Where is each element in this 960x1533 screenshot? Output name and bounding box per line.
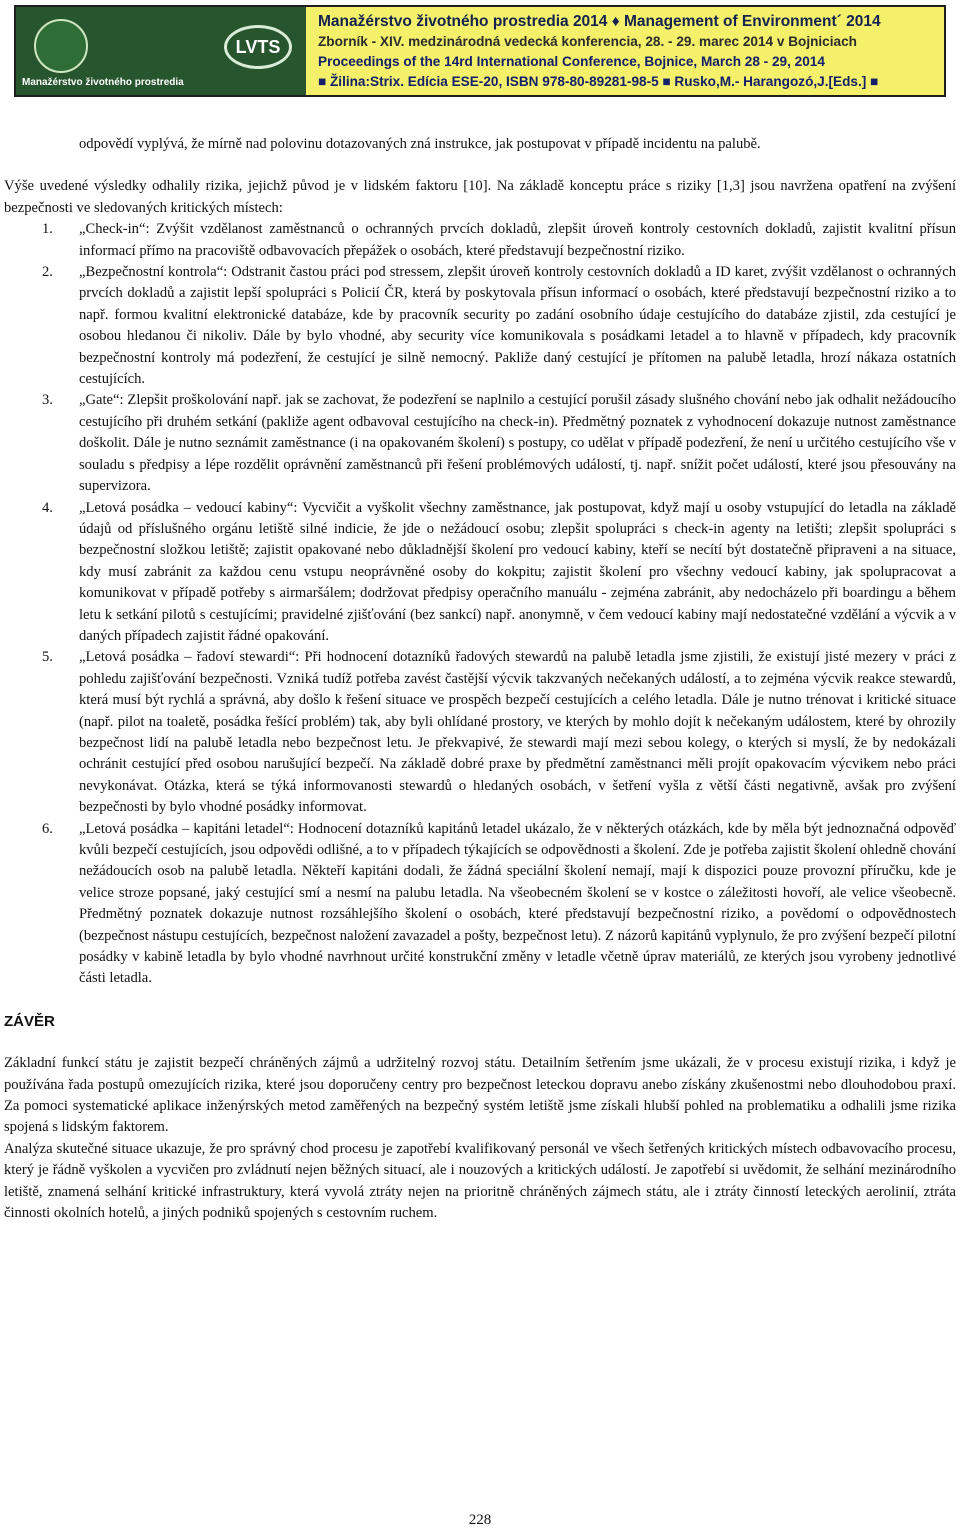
list-item-number: 2. bbox=[42, 264, 53, 281]
measures-list bbox=[4, 219, 956, 990]
list-item-text: „Gate“: Zlepšit proškolování např. jak se zachovat, že podezření se naplnilo a cestující porušil zásady slušného chování nebo jak odhalit nežádoucího cestujícího při druhém setkání (pakliže agent odbavoval cestujícího na check-in). Předmětný poznatek z vyhodnocení dokazuje nutnost zaměstnance doškolit. Dále je nutno seznámit zaměstnance (i na opakovaném školení) s postupy, co udělat v případě podezření, že není u určitého cestujícího vše v souladu s předpisy a lépe rozdělit oprávnění zaměstnanců při řešení problémových událostí, tj. např. snížit počet událostí, které jsou přesouvány na supervizora. bbox=[79, 392, 956, 495]
list-item-text: „Bezpečnostní kontrola“: Odstranit častou práci pod stressem, zlepšit úroveň kontroly cestovních dokladů a ID karet, zvýšit vzdělanost o ochranných prvcích dokladů a zajistit lepší spolupráci s Policií ČR, která by poskytovala přísun informací o osobách, které představují bezpečnostní riziko a to např. formou kvalitní elektronické databáze, kde by pracovník security po zadání osobního údaje cestujícího do databáze zjistil, zda cestující je osobou hledanou či nikoliv. Dále by bylo vhodné, aby security více komunikovala s posádkami letadel a to hlavně v případech, kdy pracovník bezpečnostní kontroly má podezření, že cestující je silně nemocný. Pakliže daný cestující je přítomen na palubě letadla, hrozí nákaza ostatních cestujících. bbox=[79, 264, 956, 388]
list-item-number: 6. bbox=[42, 820, 53, 837]
page-content bbox=[4, 134, 956, 1225]
continuation-paragraph: odpovědí vyplývá, že mírně nad polovinu dotazovaných zná instrukce, jak postupovat v případě incidentu na palubě. bbox=[79, 136, 761, 152]
list-item bbox=[4, 390, 956, 497]
publisher-logo-text: Manažérstvo životného prostredia bbox=[22, 77, 184, 88]
list-item bbox=[4, 819, 956, 990]
list-item bbox=[4, 498, 956, 648]
list-item bbox=[4, 262, 956, 390]
list-item-text: „Check-in“: Zvýšit vzdělanost zaměstnanců o ochranných prvcích dokladů, zlepšit úroveň kontroly cestovních dokladů, zajistit kvalitní přísun informací přímo na pracoviště odbavovacích přepážek o osobách, které představují bezpečnostní riziko. bbox=[79, 221, 956, 259]
banner-line-2: Zborník - XIV. medzinárodná vedecká konferencia, 28. - 29. marec 2014 v Bojniciach bbox=[318, 34, 857, 49]
list-item-text: „Letová posádka – vedoucí kabiny“: Vycvičit a vyškolit všechny zaměstnance, jak postupovat, když mají u osoby vstupující do letadla na základě údajů od příslušného orgánu letiště silné indicie, že jde o nežádoucí osobu; zlepšit spolupráci s check-in agenty na letišti; zlepšit spolupráci s bezpečnostní složkou letiště; zajistit opakované nebo důkladnější školení pro vedoucí kabiny, kteří se necítí být dostatečně připraveni a na situace, kdy musí zabránit za každou cenu vstupu neoprávněné osoby do kokpitu; zajistit školení pro všechny vedoucí kabiny, jak spolupracovat a komunikovat v případě potřeby s airmaršálem; dodržovat předpisy operačního manuálu - zejména zabránit, aby nedocházelo při boardingu a během letu k setkání pilotů s cestujícími; pravidelné zjišťování (bez sankcí) např. anonymně, v čem vedoucí kabiny mají nedostatečné vzdělání a výcvik a v daných případech zajistit řádné opakování. bbox=[79, 499, 956, 644]
page-number: 228 bbox=[468, 1512, 492, 1528]
banner-title: Manažérstvo životného prostredia 2014 ♦ Management of Environment´ 2014 bbox=[318, 13, 881, 30]
list-item bbox=[4, 647, 956, 818]
intro-paragraph: Výše uvedené výsledky odhalily rizika, jejichž původ je v lidském faktoru [10]. Na základě konceptu práce s riziky [1,3] jsou navržena opatření na zvýšení bezpečnosti ve sledovaných kritických místech: bbox=[4, 178, 956, 216]
banner-line-4: ■ Žilina:Strix. Edícia ESE-20, ISBN 978-80-89281-98-5 ■ Rusko,M.- Harangozó,J.[Eds.] ■ bbox=[318, 74, 879, 89]
section-heading: ZÁVĚR bbox=[4, 1012, 55, 1030]
banner-text bbox=[306, 7, 944, 95]
conclusion-paragraph: Základní funkcí státu je zajistit bezpečí chráněných zájmů a udržitelný rozvoj státu. Detailním šetřením jsme ukázali, že v procesu existují rizika, i když je používána řada postupů omezujících rizika, které jsou doporučeny centry pro bezpečnost leteckou dopravu anebo získány zkušenostmi nebo dlouhodobou praxí. Za pomoci systematické aplikace inženýrských metod zaměřených na bezpečný systém letiště jsme získali hlubší pohled na problematiku a odhalili jsme rizika spojená s lidským faktorem. bbox=[4, 1055, 956, 1136]
list-item bbox=[4, 219, 956, 262]
lvts-logo-icon: LVTS bbox=[224, 25, 292, 69]
leaf-logo-icon bbox=[34, 19, 88, 73]
list-item-number: 5. bbox=[42, 649, 53, 666]
logo-panel bbox=[16, 7, 306, 95]
conference-banner bbox=[14, 5, 946, 97]
list-item-text: „Letová posádka – řadoví stewardi“: Při hodnocení dotazníků řadových stewardů na palubě letadla jsme zjistili, že existují jisté mezery v práci z pohledu zajišťování bezpečnosti. Vzniká tudíž potřeba zavést častější výcvik takzvaných nečekaných událostí, a to zejména výcvik reakce stewardů, která musí být rychlá a správná, aby došlo k řešení situace ve prospěch bezpečí cestujících a celého letadla. Dále je nutno trénovat i kritické situace (např. pilot na toaletě, posádka řešící problém) tak, aby byli ohlídané prostory, ve kterých by mohlo dojít k nečekaným událostem, které by ohrozily bezpečnost lidí na palubě letadla nebo bezpečnost letu. Je překvapivé, že stewardi mají mezi sebou kolegy, o kterých si myslí, že by nedokázali ochránit cestující před osobou narušující bezpečí. Na základě dobré praxe by předmětní zaměstnanci měli projít opakovacím výcvikem nebo práci nevykonávat. Otázka, která se týká informovanosti stewardů o hledaných osobách, v šetření vyšla z větší části negativně, avšak pro zvýšení bezpečnosti by bylo vhodné posádky informovat. bbox=[79, 649, 956, 816]
list-item-number: 1. bbox=[42, 221, 53, 238]
conclusion-paragraph: Analýza skutečné situace ukazuje, že pro správný chod procesu je zapotřebí kvalifikovaný personál ve všech šetřených kritických místech odbavovacího procesu, který je řádně vyškolen a vycvičen pro zvládnutí nejen běžných situací, ale i nouzových a kritických událostí. Je zapotřebí si uvědomit, že selhání mezinárodního letiště, znamená selhání kritické infrastruktury, která vyvolá ztráty nejen na prioritně chráněných zájmech státu, ale i ztráty činností leteckých aerolinií, ztráta činnosti okolních hotelů, a jiných podniků spojených s cestovním ruchem. bbox=[4, 1140, 956, 1222]
banner-line-3: Proceedings of the 14rd International Conference, Bojnice, March 28 - 29, 2014 bbox=[318, 54, 825, 69]
list-item-text: „Letová posádka – kapitáni letadel“: Hodnocení dotazníků kapitánů letadel ukázalo, že v některých otázkách, kde by měla být jednoznačná odpověď kvůli bezpečí cestujících, jsou odpovědi odlišné, a to v případech týkajících se odpovědnosti a školení. Zde je potřeba zajistit školení ohledně chování nežádoucích osob na palubě letadla. Někteří kapitáni dodali, že žádná speciální školení nemají, mají k dispozici pouze provozní příručku, kde je velice stroze popsané, jaký cestující smí a nesmí na palubu letadla. Na všeobecném školení se v kostce o záležitosti hovoří, ale velice všeobecně. Předmětný poznatek dokazuje nutnost rozsáhlejšího školení o osobách, které představují bezpečnostní riziko, a povědomí o odpovědnostech (bezpečnost nástupu cestujících, bezpečnost naložení zavazadel a pošty, bezpečnost letu). Z názorů kapitánů vyplynulo, že pro zvýšení bezpečí pilotní posádky v kabině letadla by bylo vhodné navrhnout určité konstrukční změny v letadle včetně úprav materiálů, ze kterých jsou vyrobeny jednotlivé části letadla. bbox=[79, 820, 956, 987]
list-item-number: 3. bbox=[42, 392, 53, 409]
list-item-number: 4. bbox=[42, 499, 53, 516]
